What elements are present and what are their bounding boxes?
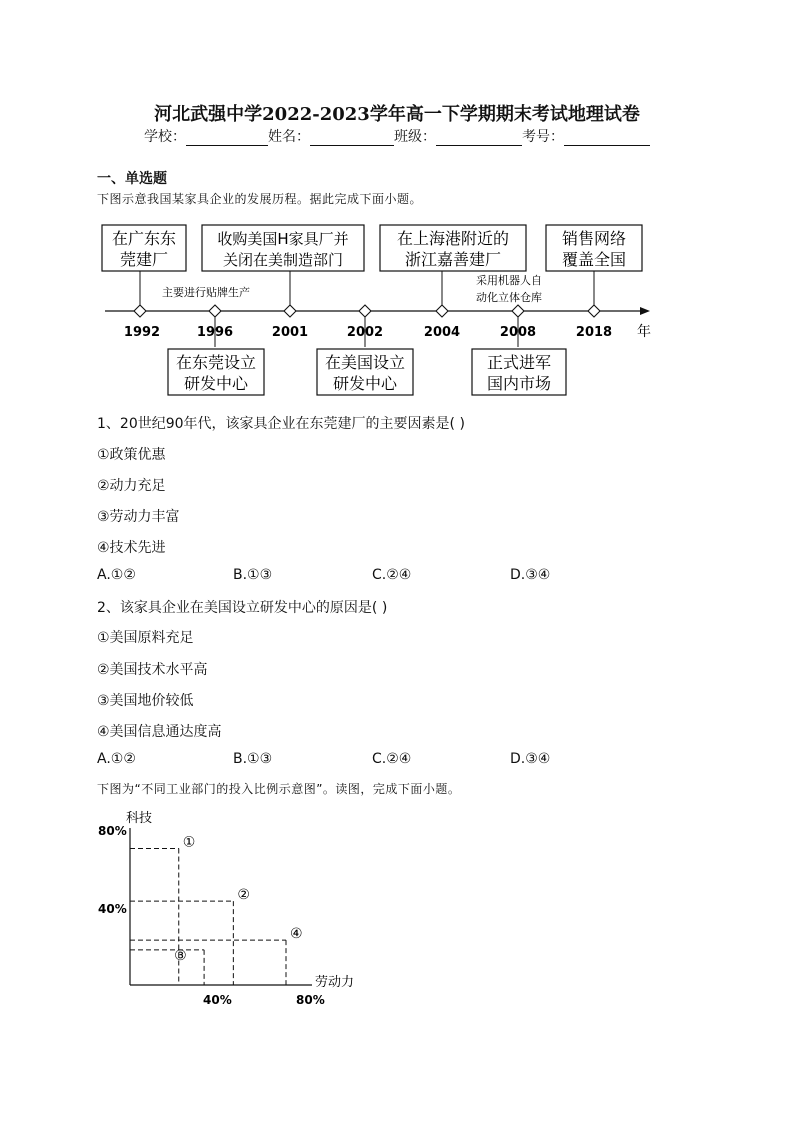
lower-box-2-line-2: 研发中心 (332, 374, 398, 393)
page-title: 河北武强中学2022-2023学年高一下学期期末考试地理试卷 (154, 104, 640, 125)
section-title: 一、单选题 (97, 171, 167, 187)
upper-box-3-line-1: 在上海港附近的 (396, 229, 510, 248)
timeline-figure (0, 215, 794, 400)
question-1-item-1: ①政策优惠 (97, 447, 166, 463)
timeline-note-1: 主要进行贴牌生产 (162, 286, 250, 299)
year-label: 1992 (123, 325, 161, 340)
year-label: 2001 (271, 325, 309, 340)
question-1-choice-a[interactable]: A.①② (97, 567, 136, 583)
timeline-arrow (640, 307, 650, 315)
y-tick-80: 80% (98, 824, 127, 838)
question-2-item-1: ①美国原料充足 (97, 630, 194, 646)
input-ratio-chart (0, 800, 794, 1015)
question-2-choice-d[interactable]: D.③④ (510, 751, 551, 767)
year-label: 2008 (499, 325, 537, 340)
name-label: 姓名： (268, 129, 310, 145)
year-label: 2002 (346, 325, 384, 340)
lower-box-3-line-1: 正式进军 (486, 353, 552, 372)
question-2-choice-a[interactable]: A.①② (97, 751, 136, 767)
question-1-choice-d[interactable]: D.③④ (510, 567, 551, 583)
lower-box-3 (472, 349, 566, 395)
upper-box-1-line-1: 在广东东 (111, 229, 177, 248)
number-blank[interactable] (564, 131, 650, 146)
question-2-item-3: ③美国地价较低 (97, 693, 194, 709)
class-label: 班级： (394, 129, 436, 145)
student-info-line (0, 126, 794, 146)
lower-box-3-line-2: 国内市场 (486, 374, 552, 393)
timeline-note-2-line-2: 动化立体仓库 (476, 291, 542, 304)
class-blank[interactable] (436, 131, 522, 146)
timeline-marker-1996 (209, 305, 221, 317)
timeline-note-2-line-1: 采用机器人自 (476, 274, 542, 287)
question-2-choice-b[interactable]: B.①③ (233, 751, 273, 767)
question-2-stem: 2、该家具企业在美国设立研发中心的原因是( ) (97, 600, 388, 616)
question-2-item-4: ④美国信息通达度高 (97, 724, 222, 740)
upper-box-3-line-2: 浙江嘉善建厂 (404, 250, 502, 269)
y-axis-label: 科技 (126, 811, 153, 826)
timeline-marker-2008 (512, 305, 524, 317)
upper-box-4-line-2: 覆盖全国 (561, 250, 627, 269)
upper-box-1 (102, 225, 186, 271)
x-tick-40: 40% (203, 993, 232, 1007)
y-tick-40: 40% (98, 902, 127, 916)
year-unit: 年 (637, 324, 651, 340)
intro-text-2: 下图为“不同工业部门的投入比例示意图”。读图，完成下面小题。 (97, 782, 461, 796)
question-1-item-2: ②动力充足 (97, 478, 166, 494)
intro-text-1: 下图示意我国某家具企业的发展历程。据此完成下面小题。 (97, 192, 423, 206)
point-label: ① (182, 834, 196, 851)
upper-box-4-line-1: 销售网络 (561, 229, 627, 248)
upper-box-3 (380, 225, 526, 271)
timeline-marker-2018 (588, 305, 600, 317)
name-blank[interactable] (310, 131, 394, 146)
year-label: 2004 (423, 325, 461, 340)
upper-box-2 (202, 225, 364, 271)
timeline-marker-2001 (284, 305, 296, 317)
question-2-choice-c[interactable]: C.②④ (372, 751, 412, 767)
upper-box-2-line-1: 收购美国H家具厂并 (217, 230, 349, 248)
lower-box-2 (317, 349, 413, 395)
question-1-stem: 1、20世纪90年代，该家具企业在东莞建厂的主要因素是( ) (97, 416, 465, 432)
lower-box-1 (168, 349, 264, 395)
year-label: 1996 (196, 325, 234, 340)
school-label: 学校： (144, 129, 186, 145)
lower-box-1-line-2: 研发中心 (183, 374, 249, 393)
timeline-marker-2002 (359, 305, 371, 317)
school-blank[interactable] (186, 131, 268, 146)
question-1-choice-c[interactable]: C.②④ (372, 567, 412, 583)
upper-box-1-line-2: 莞建厂 (119, 250, 169, 269)
timeline-marker-1992 (134, 305, 146, 317)
timeline-marker-2004 (436, 305, 448, 317)
x-axis-label: 劳动力 (315, 975, 355, 990)
question-1-item-3: ③劳动力丰富 (97, 509, 180, 525)
upper-box-4 (546, 225, 642, 271)
question-1-choice-b[interactable]: B.①③ (233, 567, 273, 583)
number-label: 考号： (522, 129, 564, 145)
point-label: ④ (290, 926, 303, 943)
upper-box-2-line-2: 关闭在美制造部门 (222, 251, 344, 269)
x-tick-80: 80% (296, 993, 325, 1007)
point-label: ② (237, 887, 250, 904)
point-label: ③ (174, 947, 187, 964)
question-1-item-4: ④技术先进 (97, 540, 166, 556)
year-label: 2018 (575, 325, 613, 340)
lower-box-2-line-1: 在美国设立 (324, 353, 406, 372)
question-2-item-2: ②美国技术水平高 (97, 662, 208, 678)
lower-box-1-line-1: 在东莞设立 (175, 353, 257, 372)
